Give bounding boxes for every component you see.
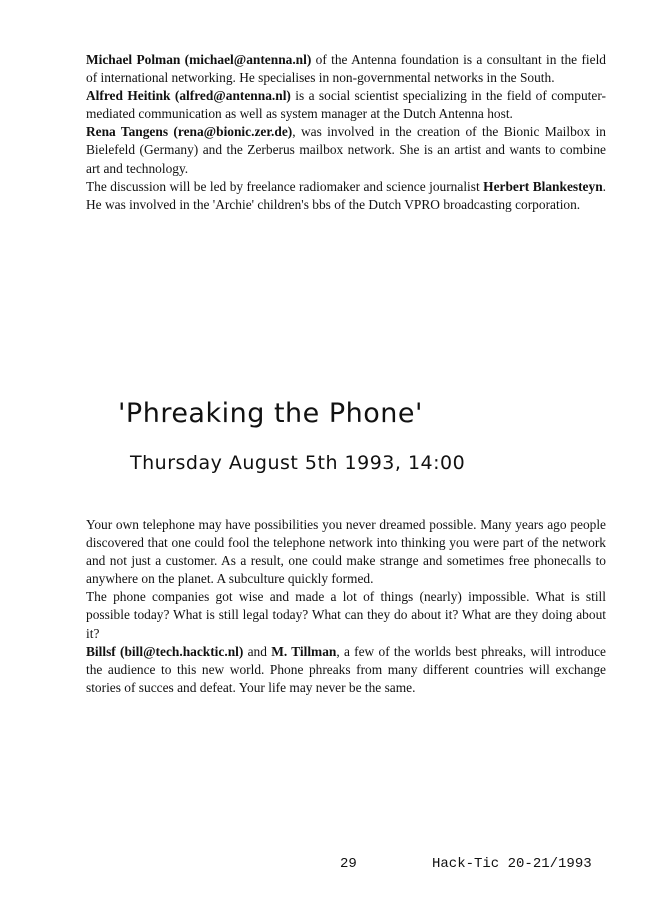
speaker-name: Rena Tangens (rena@bionic.zer.de) [86, 124, 293, 140]
body-paragraph: Your own telephone may have possibilities you never dreamed possible. Many years ago people discovered that one could fool the telephone network into thinking you were part of the network and not just a customer. As a result, one could make strange and sometimes free phonecalls to anywhere on the planet. A subculture quickly formed. [86, 517, 606, 587]
speaker-description: , was involved in the creation of the Bionic Mailbox in Bielefeld (Germany) and the Zerberus mailbox network. She is an artist and wants to combine art and technology. [86, 124, 607, 176]
body-paragraph: The phone companies got wise and made a lot of things (nearly) impossible. What is still possible today? What is still legal today? What can they do about it? What are they doing about it? [86, 589, 606, 641]
section-date: Thursday August 5th 1993, 14:00 [130, 452, 466, 474]
moderator-description: . He was involved in the 'Archie' children's bbs of the Dutch VPRO broadcasting corporation. [86, 178, 607, 212]
speaker-name: Alfred Heitink (alfred@antenna.nl) [86, 88, 291, 104]
speaker-description: is a social scientist specializing in the field of computer-mediated communication as well as system manager at the Dutch Antenna host. [86, 88, 606, 122]
section-title: 'Phreaking the Phone' [118, 398, 423, 429]
speaker-description: of the Antenna foundation is a consultant in the field of international networking. He specialises in non-governmental networks in the South. [86, 52, 606, 86]
speaker-joiner: and [243, 643, 272, 659]
speakers-description: , a few of the worlds best phreaks, will introduce the audience to this new world. Phone phreaks from many different countries will exchange stories of succes and defeat. Your life may never be the same. [86, 643, 606, 695]
speaker-name: Billsf (bill@tech.hacktic.nl) [86, 643, 244, 659]
speaker-bio [86, 87, 606, 123]
speaker-name: M. Tillman [271, 643, 337, 659]
page-number: 29 [340, 856, 357, 872]
speaker-bio [86, 123, 606, 177]
page-footer [340, 854, 610, 874]
speaker-name: Michael Polman (michael@antenna.nl) [86, 52, 312, 67]
speaker-bios [86, 51, 606, 214]
session-description [86, 516, 606, 697]
speakers-paragraph [86, 643, 606, 697]
moderator-name: Herbert Blankesteyn [483, 178, 603, 194]
publication-label: Hack-Tic 20-21/1993 [432, 856, 592, 872]
speaker-bio [86, 51, 606, 87]
moderator-paragraph [86, 178, 606, 214]
moderator-intro-text: The discussion will be led by freelance radiomaker and science journalist [86, 178, 484, 194]
